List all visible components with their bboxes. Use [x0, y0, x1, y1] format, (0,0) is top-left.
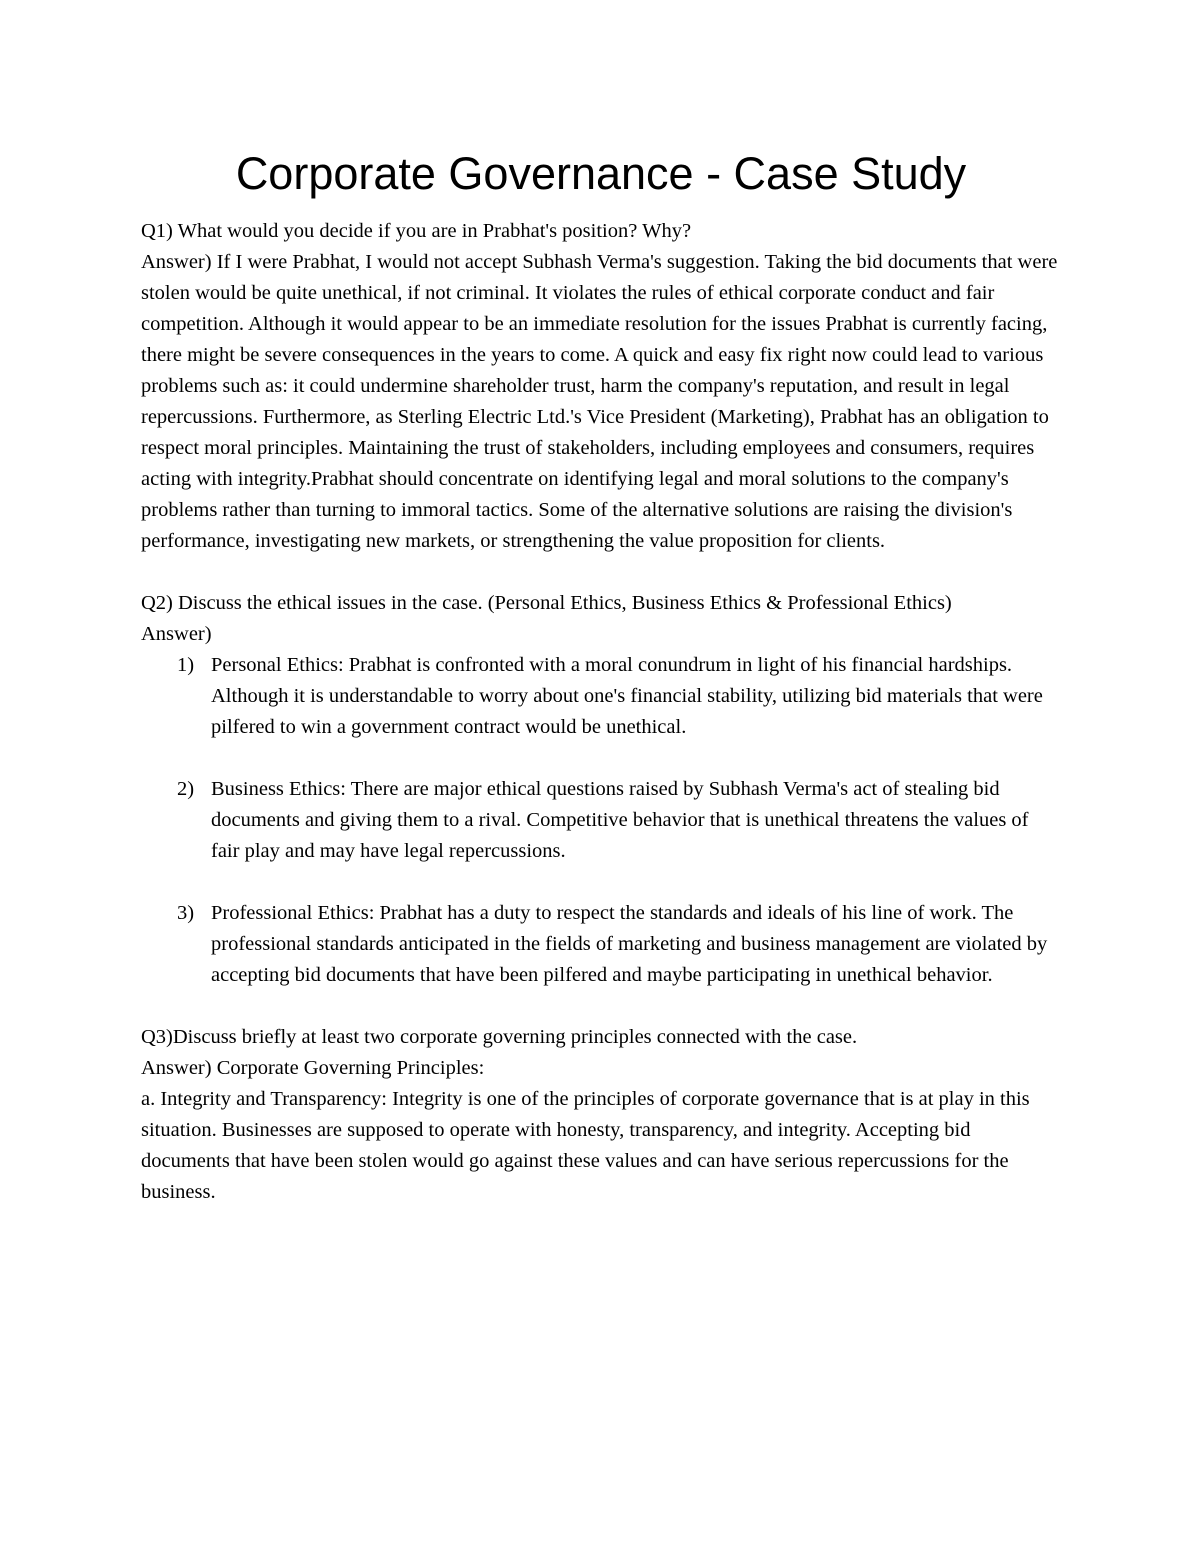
- spacer: [141, 867, 1061, 898]
- spacer: [141, 743, 1061, 774]
- list-item-text: Business Ethics: There are major ethical questions raised by Subhash Verma's act of stealing bid documents and giving them to a rival. Competitive behavior that is unethical threatens the values of fair play and may have legal repercussions.: [211, 778, 1029, 862]
- q3-question: Q3)Discuss briefly at least two corporate governing principles connected with the case.: [141, 1026, 858, 1048]
- q2-answer-label: Answer): [141, 623, 212, 645]
- list-item-number: 1): [177, 654, 195, 676]
- list-item-text: Professional Ethics: Prabhat has a duty to respect the standards and ideals of his line of work. The professional standards anticipated in the fields of marketing and business management are violated by accepting bid documents that have been pilfered and maybe participating in unethical behavior.: [211, 902, 1048, 986]
- spacer: [141, 991, 1061, 1022]
- q3-point-a: a. Integrity and Transparency: Integrity is one of the principles of corporate governance that is at play in this situation. Businesses are supposed to operate with honesty, transparency, and integrity. Accepting bid documents that have been stolen would go against these values and can have serious repercussions for the business.: [141, 1088, 1030, 1203]
- list-item: [141, 650, 1061, 743]
- list-item-number: 2): [177, 778, 195, 800]
- spacer: [141, 557, 1061, 588]
- list-item: [141, 774, 1061, 867]
- document-page: [141, 145, 1061, 1208]
- list-item-text: Personal Ethics: Prabhat is confronted with a moral conundrum in light of his financial hardships. Although it is understandable to worry about one's financial stability, utilizing bid materials that were pilfered to win a government contract would be unethical.: [211, 654, 1043, 738]
- q3-answer-label: Answer) Corporate Governing Principles:: [141, 1057, 485, 1079]
- q1-question: Q1) What would you decide if you are in Prabhat's position? Why?: [141, 220, 692, 242]
- list-item-number: 3): [177, 902, 195, 924]
- q1-answer: Answer) If I were Prabhat, I would not accept Subhash Verma's suggestion. Taking the bid documents that were stolen would be quite unethical, if not criminal. It violates the rules of ethical corporate conduct and fair competition. Although it would appear to be an immediate resolution for the issues Prabhat is currently facing, there might be severe consequences in the years to come. A quick and easy fix right now could lead to various problems such as: it could undermine shareholder trust, harm the company's reputation, and result in legal repercussions. Furthermore, as Sterling Electric Ltd.'s Vice President (Marketing), Prabhat has an obligation to respect moral principles. Maintaining the trust of stakeholders, including employees and consumers, requires acting with integrity.Prabhat should concentrate on identifying legal and moral solutions to the company's problems rather than turning to immoral tactics. Some of the alternative solutions are raising the division's performance, investigating new markets, or strengthening the value proposition for clients.: [141, 251, 1058, 552]
- q2-question: Q2) Discuss the ethical issues in the case. (Personal Ethics, Business Ethics & Professional Ethics): [141, 592, 952, 614]
- ethics-list: [141, 650, 1061, 991]
- document-title: Corporate Governance - Case Study: [235, 148, 967, 199]
- list-item: [141, 898, 1061, 991]
